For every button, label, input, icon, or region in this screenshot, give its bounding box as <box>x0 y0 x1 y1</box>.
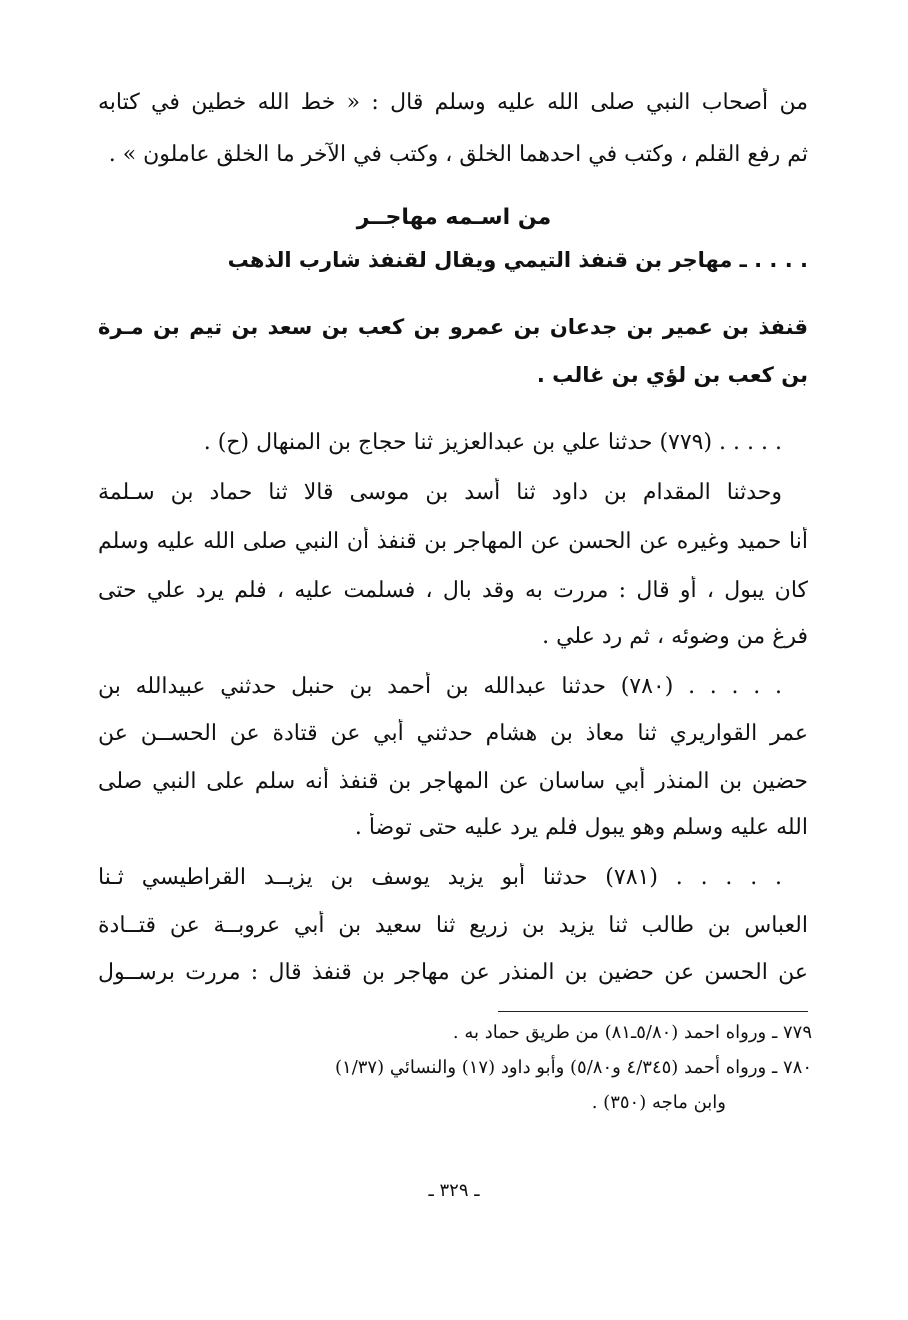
hadith-779-line: كان يبول ، أو قال : مررت به وقد بال ، فسلمت عليه ، فلم يرد علي حتى <box>98 578 808 603</box>
intro-line-1: من أصحاب النبي صلى الله عليه وسلم قال : « خط الله خطين في كتابه <box>98 90 808 115</box>
entry-title: . . . . ـ مهاجر بن قنفذ التيمي ويقال لقنفذ شارب الذهب <box>227 248 808 272</box>
footnote-780: ٧٨٠ ـ ورواه أحمد (٤/٣٤٥ و٥/٨٠) وأبو داود (١٧) والنسائي (١/٣٧) <box>335 1057 812 1078</box>
footnote-divider <box>498 1011 808 1012</box>
page-number: ـ ٣٢٩ ـ <box>428 1180 480 1201</box>
hadith-780-line: الله عليه وسلم وهو يبول فلم يرد عليه حتى توضأ . <box>354 815 808 840</box>
hadith-779-line: فرغ من وضوئه ، ثم رد علي . <box>542 624 808 649</box>
hadith-779-line: وحدثنا المقدام بن داود ثنا أسد بن موسى قالا ثنا حماد بن سـلمة <box>98 480 782 505</box>
lineage-line-1: قنفذ بن عمير بن جدعان بن عمرو بن كعب بن سعد بن تيم بن مـرة <box>98 315 808 339</box>
hadith-780-line: . . . . . (٧٨٠) حدثنا عبدالله بن أحمد بن حنبل حدثني عبيدالله بن <box>98 674 783 699</box>
hadith-781-line: . . . . . (٧٨١) حدثنا أبو يزيد يوسف بن يزيــد القراطيسي ثـنا <box>98 865 783 890</box>
hadith-781-line: العباس بن طالب ثنا يزيد بن زريع ثنا سعيد بن أبي عروبــة عن قتــادة <box>98 913 808 938</box>
footnote-780-continued: وابن ماجه (٣٥٠) . <box>591 1092 726 1113</box>
hadith-779-line: . . . . . (٧٧٩) حدثنا علي بن عبدالعزيز ثنا حجاج بن المنهال (ح) . <box>203 430 782 455</box>
hadith-781-line: عن الحسن عن حضين بن المنذر عن مهاجر بن قنفذ قال : مررت برســول <box>98 960 808 985</box>
hadith-779-line: أنا حميد وغيره عن الحسن عن المهاجر بن قنفذ أن النبي صلى الله عليه وسلم <box>98 529 808 554</box>
lineage-line-2: بن كعب بن لؤي بن غالب . <box>536 363 808 387</box>
footnote-779: ٧٧٩ ـ ورواه احمد (٥/٨٠ـ٨١) من طريق حماد به . <box>452 1022 812 1043</box>
hadith-780-line: عمر القواريري ثنا معاذ بن هشام حدثني أبي عن قتادة عن الحســن عن <box>98 721 808 746</box>
hadith-780-line: حضين بن المنذر أبي ساسان عن المهاجر بن قنفذ أنه سلم على النبي صلى <box>98 769 808 794</box>
intro-line-2: ثم رفع القلم ، وكتب في احدهما الخلق ، وكتب في الآخر ما الخلق عاملون » . <box>108 142 808 167</box>
section-title: من اسـمه مهاجــر <box>356 205 552 230</box>
